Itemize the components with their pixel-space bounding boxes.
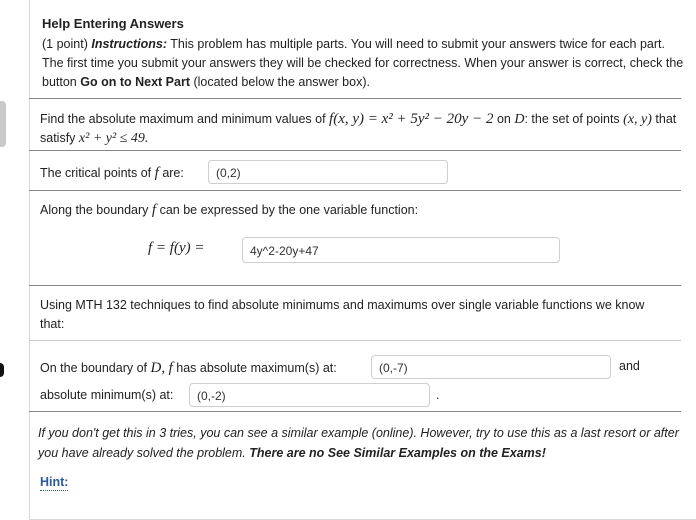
critical-points-input[interactable]: (0,2) (208, 160, 448, 184)
boundary-equation: f = f(y) = (148, 240, 205, 256)
boundary-function-input[interactable]: 4y^2-20y+47 (242, 237, 560, 263)
max-label-a: On the boundary of (40, 361, 148, 375)
and-text: and (619, 359, 640, 373)
hint-link[interactable]: Hint: (40, 475, 69, 489)
satisfy-text: that satisfy (40, 112, 677, 145)
critical-label (40, 164, 184, 183)
divider (29, 340, 681, 341)
f-symbol: f (151, 202, 157, 218)
f-symbol: f (168, 360, 173, 376)
help-title[interactable]: Help Entering Answers (42, 16, 184, 31)
boundary-label-b: can be expressed by the one variable function: (159, 203, 419, 217)
divider (29, 411, 681, 412)
absolute-min-input[interactable]: (0,-2) (189, 383, 430, 407)
point-expression: (x, y) (623, 112, 652, 127)
go-next-label: Go on to Next Part (80, 75, 190, 89)
on-text: on (496, 112, 511, 126)
boundary-label (40, 201, 418, 220)
mth-text: Using MTH 132 techniques to find absolute minimums and maximums over single variable functions we know that: (40, 298, 645, 331)
critical-label-a: The critical points of (40, 166, 152, 180)
f-symbol: f (154, 165, 159, 181)
critical-label-b: are: (162, 166, 184, 180)
domain-var: D (514, 112, 525, 127)
left-marker-dark (0, 363, 4, 377)
instructions (42, 35, 687, 92)
period: . (436, 388, 440, 402)
boundary-label-a: Along the boundary (40, 203, 149, 217)
instructions-text-b: (located below the answer box). (193, 75, 370, 89)
retry-note-text: If you don't get this in 3 tries, you can see a similar example (online). However, try to use this as a last resort or after you have already solved the problem. (38, 426, 679, 460)
min-label: absolute minimum(s) at: (40, 388, 174, 402)
divider (29, 285, 681, 286)
divider (29, 98, 681, 99)
divider (29, 190, 681, 191)
retry-note (38, 423, 683, 463)
divider (29, 150, 681, 151)
problem-statement (40, 110, 685, 148)
retry-note-bold: There are no See Similar Examples on the Exams! (249, 446, 546, 460)
set-text: : the set of points (524, 112, 620, 126)
instructions-text: This problem has multiple parts. You will need to submit your answers twice for each part. The first time you submit your answers they will be checked for correctness. When your answer is correct, check the button (42, 37, 684, 89)
left-marker (0, 101, 6, 147)
domain-symbol: D, (150, 360, 166, 376)
function-expression: f(x, y) = x² + 5y² − 20y − 2 (329, 111, 494, 127)
constraint-expression: x² + y² ≤ 49. (78, 131, 149, 146)
max-label-b: has absolute maximum(s) at: (176, 361, 337, 375)
max-label (40, 359, 337, 378)
find-text: Find the absolute maximum and minimum values of (40, 112, 326, 126)
absolute-max-input[interactable]: (0,-7) (371, 355, 611, 379)
instructions-label: Instructions: (91, 37, 168, 51)
points: (1 point) (42, 37, 88, 51)
